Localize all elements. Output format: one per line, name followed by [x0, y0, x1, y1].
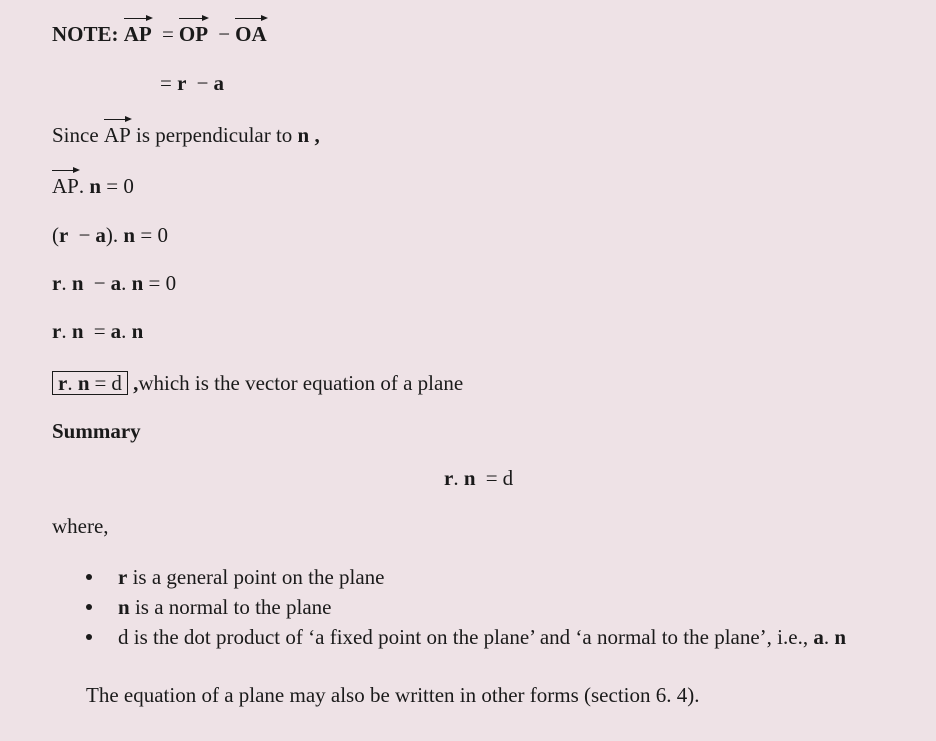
- symbol-n: n: [297, 123, 310, 147]
- since-line: [52, 122, 320, 148]
- where-label: where,: [52, 514, 109, 538]
- symbol-a: a: [213, 71, 225, 95]
- list-item-symbol: d: [118, 625, 129, 649]
- equation-1: [52, 173, 134, 199]
- equals-sign: =: [93, 319, 106, 343]
- note-label: NOTE:: [52, 22, 119, 46]
- equation-4: [52, 318, 143, 344]
- list-item: [52, 562, 846, 592]
- boxed-equation-line: [52, 370, 463, 396]
- symbol-n: n: [77, 371, 90, 395]
- symbol-a: a: [813, 625, 824, 649]
- equation-rhs: = 0: [106, 174, 134, 198]
- symbol-n: n: [71, 271, 84, 295]
- bullet-icon: [86, 634, 92, 640]
- minus-sign: −: [196, 71, 209, 95]
- equation-2: [52, 222, 168, 248]
- symbol-a: a: [110, 271, 122, 295]
- dot-operator: .: [453, 466, 459, 490]
- equation-rhs: = 0: [148, 271, 177, 295]
- minus-sign: −: [218, 22, 231, 46]
- bullet-icon: [86, 604, 92, 610]
- dot-operator: .: [61, 271, 67, 295]
- minus-sign: −: [78, 223, 91, 247]
- symbol-r: r: [177, 71, 187, 95]
- minus-sign: −: [93, 271, 106, 295]
- summary-heading: Summary: [52, 419, 141, 443]
- close-paren: ).: [105, 223, 119, 247]
- dot-operator: .: [121, 319, 127, 343]
- list-item: [52, 592, 846, 622]
- list-item-symbol: r: [118, 565, 128, 589]
- symbol-d: d: [502, 466, 514, 490]
- definition-list: [52, 562, 846, 652]
- since-middle: is perpendicular to: [136, 123, 293, 147]
- boxed-equation: [52, 371, 128, 395]
- equals-sign: =: [94, 371, 107, 395]
- dot-operator: .: [61, 319, 67, 343]
- vector-ap: AP: [52, 174, 79, 198]
- symbol-n: n: [89, 174, 102, 198]
- symbol-r: r: [59, 223, 69, 247]
- equals-sign: =: [485, 466, 498, 490]
- symbol-n: n: [131, 319, 144, 343]
- symbol-a: a: [110, 319, 122, 343]
- equation-3: [52, 270, 176, 296]
- symbol-n: n: [834, 625, 847, 649]
- comma: ,: [314, 123, 320, 147]
- list-item-text: is the dot product of ‘a fixed point on the plane’ and ‘a normal to the plane’, i.e.,: [133, 625, 809, 649]
- list-item-text: is a normal to the plane: [134, 595, 332, 619]
- since-prefix: Since: [52, 123, 99, 147]
- equals-sign: =: [160, 71, 172, 95]
- equals-sign: =: [162, 22, 174, 46]
- symbol-r: r: [52, 271, 62, 295]
- symbol-n: n: [131, 271, 144, 295]
- summary-equation: [444, 465, 513, 491]
- dot-operator: .: [121, 271, 127, 295]
- symbol-n: n: [123, 223, 136, 247]
- open-paren: (: [52, 223, 59, 247]
- equation-rhs: = 0: [140, 223, 168, 247]
- symbol-n: n: [71, 319, 84, 343]
- symbol-r: r: [444, 466, 454, 490]
- footer-note: The equation of a plane may also be written in other forms (section 6. 4).: [86, 683, 700, 707]
- symbol-n: n: [463, 466, 476, 490]
- dot-operator: .: [78, 174, 85, 198]
- symbol-r: r: [52, 319, 62, 343]
- list-item: [52, 622, 846, 652]
- symbol-r: r: [58, 371, 68, 395]
- vector-ap: AP: [123, 22, 152, 46]
- note-continuation: [160, 70, 224, 96]
- dot-operator: .: [67, 371, 73, 395]
- note-line: [52, 21, 267, 47]
- vector-ap: AP: [103, 123, 131, 147]
- list-item-text: is a general point on the plane: [132, 565, 385, 589]
- dot-operator: .: [823, 625, 830, 649]
- comma: ,: [133, 371, 139, 395]
- boxed-description: which is the vector equation of a plane: [138, 371, 464, 395]
- symbol-a: a: [95, 223, 106, 247]
- symbol-d: d: [111, 371, 122, 395]
- list-item-symbol: n: [118, 595, 130, 619]
- bullet-icon: [86, 574, 92, 580]
- vector-op: OP: [178, 22, 209, 46]
- vector-oa: OA: [235, 22, 267, 46]
